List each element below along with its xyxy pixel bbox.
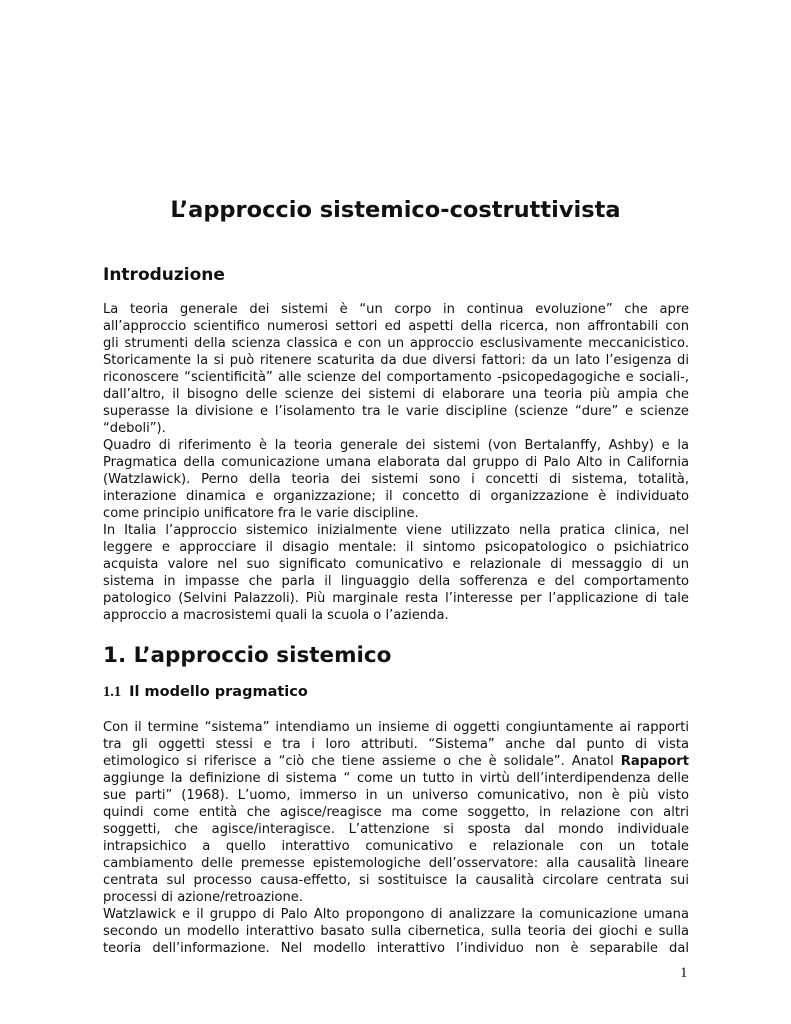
text-line: quindi come entità che agisce/reagisce ma come soggetto, in relazione con altri — [103, 805, 689, 820]
text-line: acquista valore nel suo significato comunicativo e relazionale di messaggio di un — [103, 557, 689, 572]
bold-name: Rapaport — [620, 754, 689, 769]
text-line: intrapsichico a quello interattivo comunicativo e relazionale con un totale — [103, 839, 689, 854]
subsection-number: 1.1 — [103, 684, 122, 700]
text-line: all’approccio scientifico numerosi settori ed aspetti della ricerca, non affrontabili con — [103, 319, 689, 334]
text-line: La teoria generale dei sistemi è “un corpo in continua evoluzione” che apre — [103, 302, 689, 317]
text-line: approccio a macrosistemi quali la scuola o l’azienda. — [103, 608, 449, 623]
text-line: secondo un modello interattivo basato sulla cibernetica, sulla teoria dei giochi e sulla — [103, 924, 689, 939]
document-title: L’approccio sistemico-costruttivista — [170, 197, 621, 223]
section-1-paragraphs — [103, 719, 689, 957]
text-line: teoria dell’informazione. Nel modello interattivo l’individuo non è separabile dal — [103, 941, 689, 956]
text-line: leggere e approcciare il disagio mentale: il sintomo psicopatologico o psichiatrico — [103, 540, 689, 555]
text-line: gli strumenti della scienza classica e con un approccio esclusivamente meccanicistico. — [103, 336, 689, 351]
text-line: processi di azione/retroazione. — [103, 890, 303, 905]
subsection-1-1-heading — [103, 684, 308, 701]
text-line: Watzlawick e il gruppo di Palo Alto propongono di analizzare la comunicazione umana — [103, 907, 689, 922]
subsection-title: Il modello pragmatico — [129, 684, 308, 700]
text-line: etimologico si riferisce a “ciò che tiene assieme o che è solidale”. Anatol Rapaport — [103, 754, 689, 769]
text-line: Quadro di riferimento è la teoria generale dei sistemi (von Bertalanffy, Ashby) e la — [103, 438, 689, 453]
text-line: soggetti, che agisce/interagisce. L’attenzione si sposta dal mondo individuale — [103, 822, 689, 837]
text-line: Con il termine “sistema” intendiamo un insieme di oggetti congiuntamente ai rapporti — [103, 720, 689, 735]
text-line: tra gli oggetti stessi e tra i loro attributi. “Sistema” anche dal punto di vista — [103, 737, 689, 752]
section-1-heading: 1. L’approccio sistemico — [103, 643, 392, 668]
text-line: riconoscere “scientificità” alle scienze del comportamento -psicopedagogiche e sociali-, — [103, 370, 689, 385]
text-line: patologico (Selvini Palazzoli). Più marginale resta l’interesse per l’applicazione di tale — [103, 591, 689, 606]
text-line: cambiamento delle premesse epistemologiche dell’osservatore: alla causalità lineare — [103, 856, 689, 871]
text-line: sue parti” (1968). L’uomo, immerso in un universo comunicativo, non è più visto — [103, 788, 689, 803]
text-line: interazione dinamica e organizzazione; il concetto di organizzazione è individuato — [103, 489, 689, 504]
text-line: (Watzlawick). Perno della teoria dei sistemi sono i concetti di sistema, totalità, — [103, 472, 689, 487]
text-line: “deboli”). — [103, 421, 166, 436]
text-line: dall’altro, il bisogno delle scienze dei sistemi di elaborare una teoria più ampia che — [103, 387, 689, 402]
text-line: sistema in impasse che parla il linguaggio della sofferenza e del comportamento — [103, 574, 689, 589]
text-line: superasse la divisione e l’isolamento tra le varie discipline (scienze “dure” e scienze — [103, 404, 689, 419]
text-line: come principio unificatore fra le varie discipline. — [103, 506, 419, 521]
text-line: aggiunge la definizione di sistema “ come un tutto in virtù dell’interdipendenza delle — [103, 771, 689, 786]
text-line: centrata sul processo causa-effetto, si sostituisce la causalità circolare centrata sui — [103, 873, 689, 888]
introduction-paragraphs — [103, 301, 689, 624]
text-line: In Italia l’approccio sistemico inizialmente viene utilizzato nella pratica clinica, nel — [103, 523, 689, 538]
page-number: 1 — [680, 965, 688, 981]
text-line: Storicamente la si può ritenere scaturita da due diversi fattori: da un lato l’esigenza di — [103, 353, 689, 368]
text-line: Pragmatica della comunicazione umana elaborata dal gruppo di Palo Alto in California — [103, 455, 689, 470]
introduction-heading: Introduzione — [103, 265, 225, 285]
